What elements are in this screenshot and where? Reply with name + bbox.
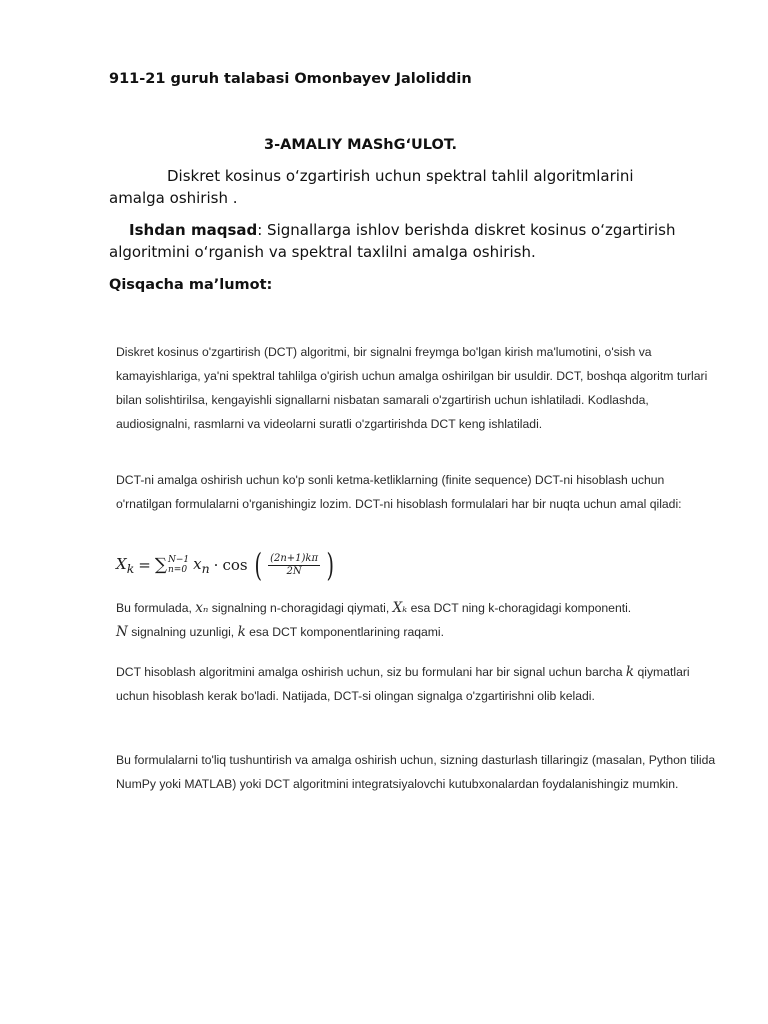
sum-lower-limit: n=0 [167, 565, 188, 575]
formula-fraction [268, 553, 320, 578]
formula-lhs: $X_k$ [116, 554, 135, 576]
math-X-k: Xₖ [392, 600, 408, 616]
formula-term: $x_n$ [193, 554, 210, 576]
right-paren: ) [326, 546, 335, 584]
formula-equals: = [138, 556, 151, 574]
author-line: 911-21 guruh talabasi Omonbayev Jaloliddin [109, 71, 472, 87]
topic-paragraph: Diskret kosinus o‘zgartirish uchun spektral tahlil algoritmlarini amalga oshirish . [109, 167, 634, 207]
pasted-paragraph-1: Diskret kosinus o'zgartirish (DCT) algoritmi, bir signalni freymga bo'lgan kirish ma'lumotini, o'sish va kamayishlariga, ya'ni spektral tahlilga o'girish uchun amalga oshirilgan bir usuldir. DCT, boshqa algoritm turlari bilan solishtirilsa, kengayishli signallarni nisbatan samarali o'zgartirish uchun ishlatiladi. Kodlashda, audiosignalni, rasmlarni va videolarni suratli o'zgartirishda DCT keng ishlatiladi. [116, 345, 708, 431]
fraction-numerator: (2n+1)kπ [270, 552, 319, 564]
left-paren: ( [254, 546, 262, 584]
summary-heading: Qisqacha ma’lumot: [109, 277, 273, 293]
math-x-n: xₙ [195, 600, 209, 616]
sum-upper-limit: N−1 [167, 555, 190, 565]
formula-sum: ∑ N−1 n=0 [154, 555, 190, 575]
fraction-denominator: 2N [286, 565, 302, 577]
dct-formula [116, 545, 337, 585]
pasted-paragraph-4: DCT hisoblash algoritmini amalga oshirish uchun, siz bu formulani har bir signal uchun barcha k qiymatlari uchun hisoblash kerak bo'ladi. Natijada, DCT-si olingan signalga o'zgartirishni olib keladi. [116, 664, 690, 703]
formula-dot: · [213, 556, 219, 574]
math-N: N [116, 624, 128, 640]
aim-label: Ishdan maqsad [129, 221, 258, 239]
math-k-2: k [625, 664, 635, 680]
pasted-paragraph-3: Bu formulada, xₙ signalning n-choragidagi qiymati, Xₖ esa DCT ning k-choragidagi komponenti. N signalning uzunligi, k esa DCT komponentlarining raqami. [116, 600, 632, 640]
aim-paragraph [109, 219, 699, 263]
practical-title: 3-AMALIY MAShG‘ULOT. [264, 137, 458, 153]
pasted-paragraph-5: Bu formulalarni to'liq tushuntirish va amalga oshirish uchun, sizning dasturlash tillaringiz (masalan, Python tilida NumPy yoki MATLAB) yoki DCT algoritmini integratsiyalovchi kutubxonalardan foydalanishingiz mumkin. [116, 753, 716, 791]
math-k: k [237, 624, 246, 640]
aim-text: : Signallarga ishlov berishda diskret kosinus o‘zgartirish algoritmini o‘rganish va spektral taxlilni amalga oshirish. [109, 221, 676, 261]
formula-cos: cos [222, 556, 248, 574]
pasted-paragraph-2: DCT-ni amalga oshirish uchun ko'p sonli ketma-ketliklarning (finite sequence) DCT-ni hisoblash uchun o'rnatilgan formulalarni o'rganishingiz lozim. DCT-ni hisoblash formulalari har bir nuqta uchun amal qiladi: [116, 473, 682, 511]
